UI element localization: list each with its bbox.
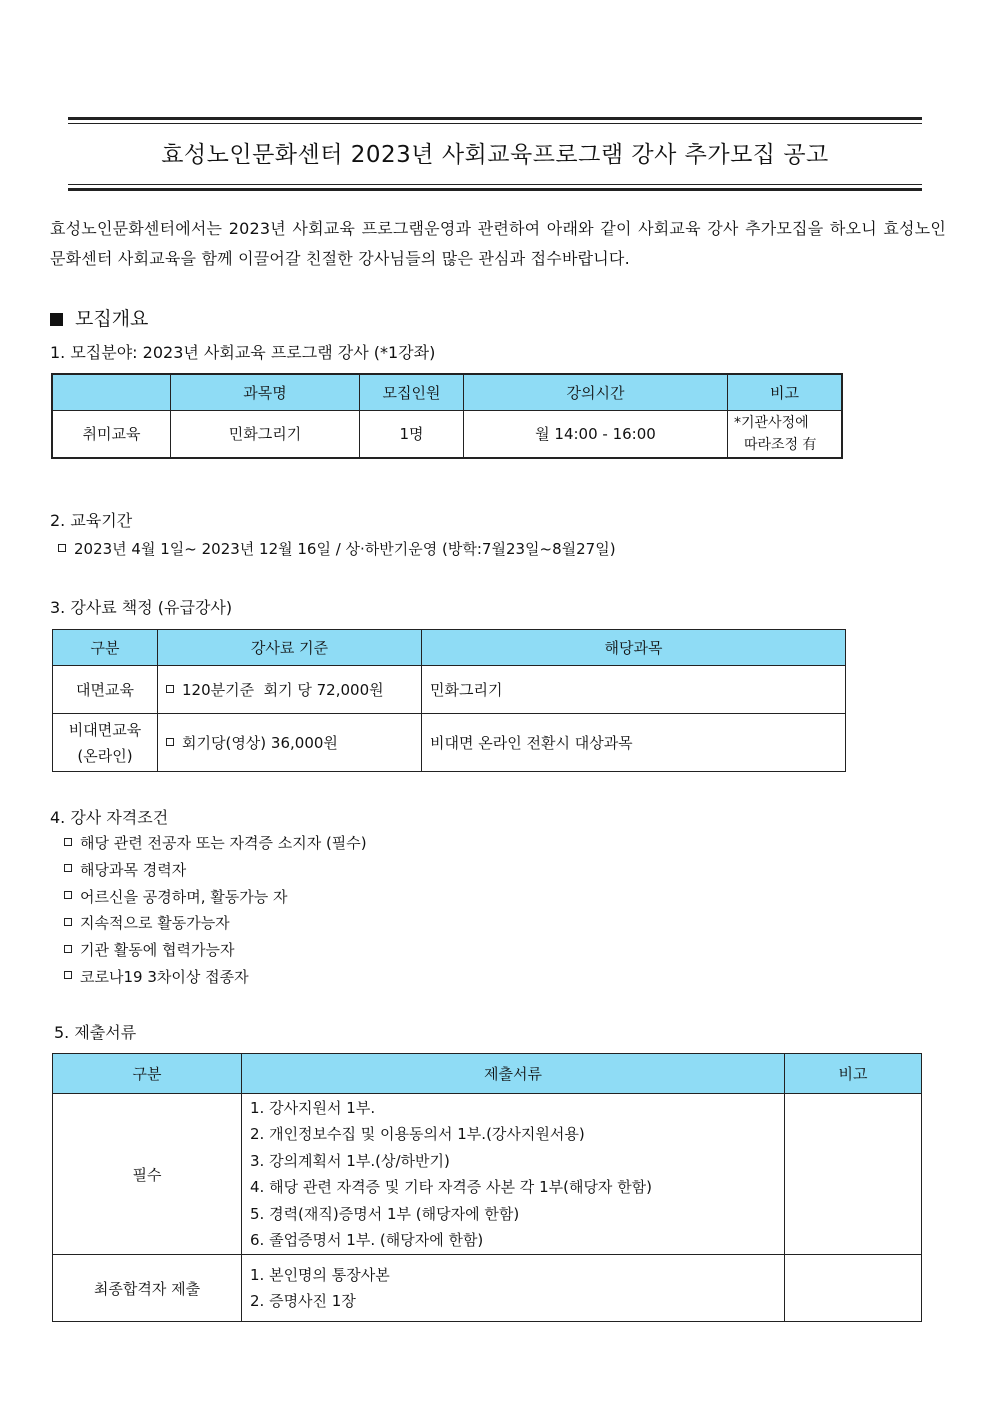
section-3-heading: 3. 강사료 책정 (유급강사): [50, 598, 233, 617]
documents-required-note: [785, 1094, 922, 1255]
recruitment-header-note: 비고: [728, 374, 843, 410]
qualification-item: [64, 937, 367, 964]
small-square-bullet-icon: [64, 918, 72, 926]
final-document-item: 1. 본인명의 통장사본: [250, 1265, 390, 1284]
documents-final-label: 최종합격자 제출: [53, 1255, 242, 1322]
title-top-rule-thin: [68, 123, 922, 124]
page-title: 효성노인문화센터 2023년 사회교육프로그램 강사 추가모집 공고: [161, 142, 829, 168]
recruitment-note-line-1: *기관사정에: [734, 414, 809, 431]
fee-row-1-fee: [158, 666, 422, 714]
title-bottom-rule-thick: [68, 188, 922, 191]
documents-required-label: 필수: [53, 1094, 242, 1255]
fee-row-2-fee: [158, 714, 422, 772]
qualification-list: [64, 830, 367, 991]
recruitment-cell-category: 취미교육: [52, 410, 171, 458]
recruitment-header-count: 모집인원: [360, 374, 464, 410]
recruitment-header-subject: 과목명: [171, 374, 360, 410]
fee-table: [52, 629, 846, 772]
qualification-item: [64, 964, 367, 991]
documents-table: [52, 1053, 922, 1322]
documents-final-list: [242, 1255, 785, 1322]
intro-paragraph: 효성노인문화센터에서는 2023년 사회교육 프로그램운영과 관련하여 아래와 같이 사회교육 강사 추가모집을 하오니 효성노인문화센터 사회교육을 함께 이끌어갈 친절한 강사님들의 많은 관심과 접수바랍니다.: [50, 219, 946, 268]
overview-heading-text: 모집개요: [75, 308, 149, 330]
recruitment-note-line-2: 따라조정 有: [744, 436, 817, 453]
qualification-item-text: 어르신을 공경하며, 활동가능 자: [80, 887, 288, 906]
small-square-bullet-icon: [58, 544, 66, 552]
recruitment-header-time: 강의시간: [464, 374, 728, 410]
qualification-item: [64, 857, 367, 884]
qualification-item: [64, 910, 367, 937]
final-document-item: 2. 증명사진 1장: [250, 1292, 356, 1310]
small-square-bullet-icon: [64, 864, 72, 872]
documents-header-note: 비고: [785, 1054, 922, 1094]
documents-final-note: [785, 1255, 922, 1322]
qualification-item-text: 지속적으로 활동가능자: [80, 914, 230, 933]
recruitment-cell-count: 1명: [360, 410, 464, 458]
required-document-item: 1. 강사지원서 1부.: [250, 1098, 376, 1117]
required-document-item: 6. 졸업증명서 1부. (해당자에 한함): [250, 1231, 484, 1249]
section-4-heading: 4. 강사 자격조건: [50, 808, 169, 827]
small-square-bullet-icon: [64, 891, 72, 899]
small-square-bullet-icon: [64, 838, 72, 846]
section-2-heading: 2. 교육기간: [50, 511, 133, 530]
fee-row-2-subject: 비대면 온라인 전환시 대상과목: [422, 714, 846, 772]
required-document-item: 4. 해당 관련 자격증 및 기타 자격증 사본 각 1부(해당자 한함): [250, 1178, 653, 1196]
qualification-item-text: 기관 활동에 협력가능자: [80, 941, 235, 960]
fee-header-subject: 해당과목: [422, 630, 846, 666]
fee-header-criteria: 강사료 기준: [158, 630, 422, 666]
overview-heading: [50, 304, 148, 331]
fee-header-type: 구분: [53, 630, 158, 666]
section-5-heading: 5. 제출서류: [54, 1023, 137, 1042]
fee-row-1-type: 대면교육: [53, 666, 158, 714]
qualification-item: [64, 884, 367, 911]
title-top-rule-thick: [68, 117, 922, 120]
fee-row-2-type: [53, 714, 158, 772]
fee-row-2-fee-text: 회기당(영상) 36,000원: [182, 734, 338, 752]
qualification-item-text: 해당 관련 전공자 또는 자격증 소지자 (필수): [80, 834, 367, 852]
small-square-bullet-icon: [64, 945, 72, 953]
qualification-item-text: 해당과목 경력자: [80, 860, 187, 879]
recruitment-cell-subject: 민화그리기: [171, 410, 360, 458]
square-bullet-icon: [50, 313, 63, 326]
small-square-bullet-icon: [166, 738, 174, 746]
title-bottom-rule-thin: [68, 184, 922, 185]
fee-row-2-type-line-1: 비대면교육: [68, 720, 142, 739]
recruitment-cell-note: [728, 410, 843, 458]
recruitment-cell-time: 월 14:00 - 16:00: [464, 410, 728, 458]
small-square-bullet-icon: [64, 971, 72, 979]
fee-row-2-type-line-2: (온라인): [77, 746, 133, 765]
qualification-item: [64, 830, 367, 857]
section-1-heading: 1. 모집분야: 2023년 사회교육 프로그램 강사 (*1강좌): [50, 343, 436, 362]
documents-required-list: [242, 1094, 785, 1255]
education-period: [58, 538, 616, 559]
small-square-bullet-icon: [166, 685, 174, 693]
documents-header-type: 구분: [53, 1054, 242, 1094]
documents-header-docs: 제출서류: [242, 1054, 785, 1094]
qualification-item-text: 코로나19 3차이상 접종자: [80, 967, 249, 986]
fee-row-1-fee-text: 120분기준 회기 당 72,000원: [182, 681, 384, 699]
recruitment-table: [51, 373, 843, 459]
required-document-item: 2. 개인정보수집 및 이용동의서 1부.(강사지원서용): [250, 1125, 585, 1143]
required-document-item: 3. 강의계획서 1부.(상/하반기): [250, 1151, 450, 1170]
fee-row-1-subject: 민화그리기: [422, 666, 846, 714]
required-document-item: 5. 경력(재직)증명서 1부 (해당자에 한함): [250, 1204, 520, 1223]
recruitment-header-blank: [52, 374, 171, 410]
education-period-text: 2023년 4월 1일~ 2023년 12월 16일 / 상·하반기운영 (방학:7월23일~8월27일): [74, 540, 616, 558]
